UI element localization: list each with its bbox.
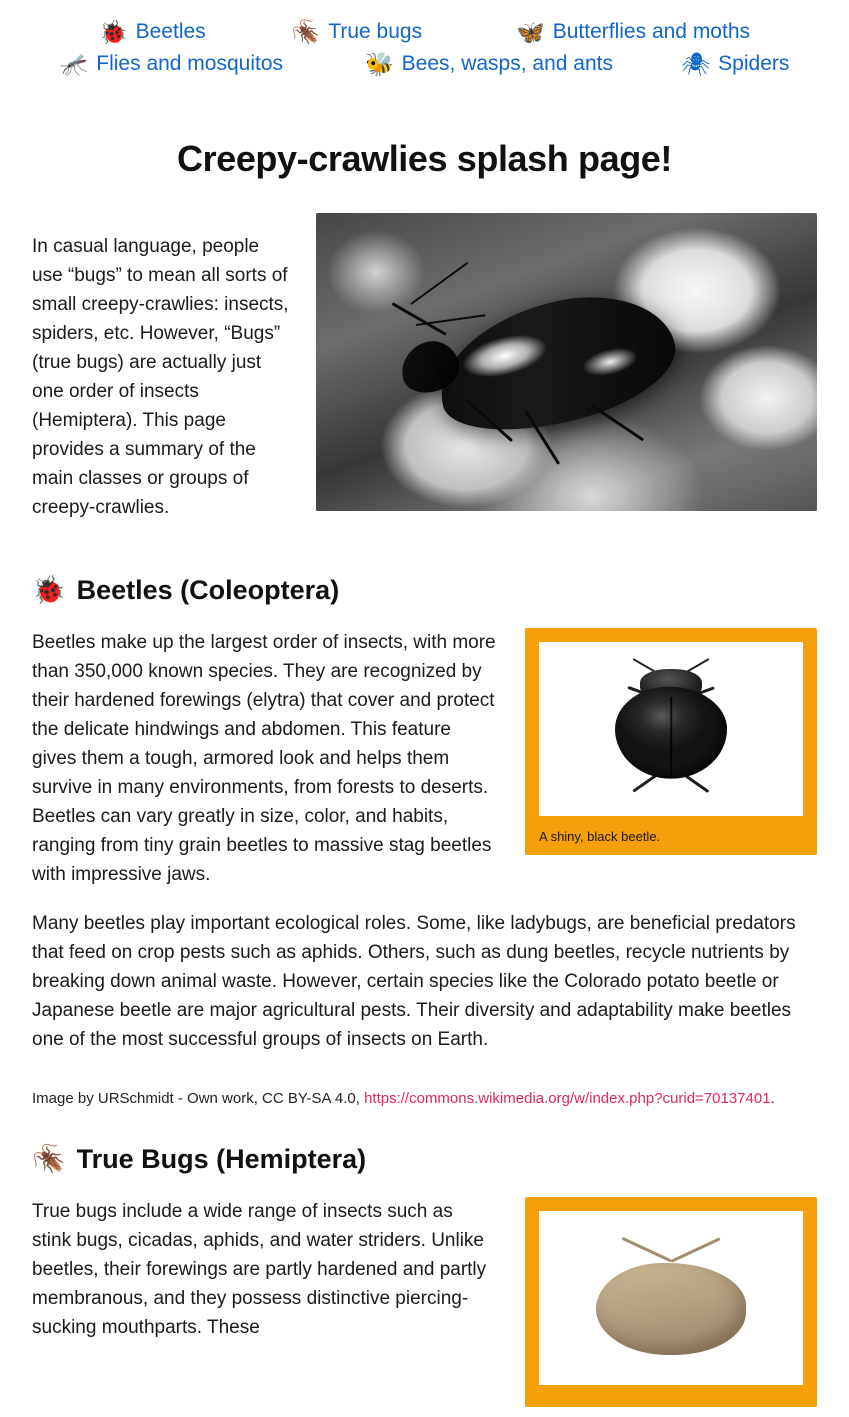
image-credit-beetles bbox=[32, 1088, 817, 1110]
hero-beetle-photo bbox=[316, 213, 817, 511]
nav-link-label: Flies and mosquitos bbox=[96, 52, 284, 75]
intro-paragraph: In casual language, people use “bugs” to mean all sorts of small creepy-crawlies: insects, spiders, etc. However, “Bugs” (true bugs) are actually just one order of insects (Hemiptera). This page provides a summary of the main classes or groups of creepy-crawlies. bbox=[32, 236, 289, 519]
page-title: Creepy-crawlies splash page! bbox=[176, 138, 672, 179]
top-navigation bbox=[32, 0, 817, 90]
credit-link[interactable]: https://commons.wikimedia.org/w/index.php?curid=70137401 bbox=[364, 1090, 771, 1108]
figure-black-beetle bbox=[525, 628, 817, 855]
section-heading-label: Beetles (Coleoptera) bbox=[76, 575, 340, 606]
true-bug-emoji: 🪳 bbox=[32, 1144, 66, 1175]
beetle-elytra-seam bbox=[670, 697, 672, 777]
section-heading-beetles bbox=[32, 575, 817, 606]
nav-link-spiders[interactable] bbox=[681, 52, 789, 76]
figure-image bbox=[539, 1211, 803, 1385]
intro-block bbox=[32, 213, 817, 541]
section-heading-true-bugs bbox=[32, 1144, 817, 1175]
section-body-true-bugs bbox=[32, 1197, 817, 1417]
mosquito-emoji: 🦟 bbox=[59, 50, 89, 77]
bee-emoji: 🐝 bbox=[365, 50, 394, 77]
nav-link-label: Bees, wasps, and ants bbox=[401, 52, 613, 75]
butterfly-emoji: 🦋 bbox=[516, 18, 545, 45]
stink-bug-shield bbox=[623, 1256, 719, 1306]
figure-image bbox=[539, 642, 803, 816]
nav-link-label: Butterflies and moths bbox=[552, 20, 750, 43]
nav-link-label: Spiders bbox=[718, 52, 790, 75]
nav-link-flies-and-mosquitos[interactable] bbox=[60, 52, 283, 76]
section-body-beetles bbox=[32, 628, 817, 1074]
nav-row-1 bbox=[32, 20, 817, 44]
true-bug-emoji: 🪳 bbox=[291, 18, 321, 45]
section-heading-label: True Bugs (Hemiptera) bbox=[76, 1144, 367, 1175]
nav-link-label: True bugs bbox=[328, 20, 423, 43]
beetle-emoji: 🐞 bbox=[32, 575, 66, 606]
beetles-paragraph-2: Many beetles play important ecological roles. Some, like ladybugs, are beneficial predators that feed on crop pests such as aphids. Others, such as dung beetles, recycle nutrients by breaking down animal waste. However, certain species like the Colorado potato beetle or Japanese beetle are major agricultural pests. Their diversity and adaptability make beetles one of the most successful groups of insects on Earth. bbox=[32, 913, 796, 1051]
true-bugs-paragraph-1: True bugs include a wide range of insects such as stink bugs, cicadas, aphids, and water striders. Unlike beetles, their forewings are partly hardened and partly membranous, and they possess distinctive piercing-sucking mouthparts. These bbox=[32, 1201, 487, 1339]
beetles-paragraph-1: Beetles make up the largest order of insects, with more than 350,000 known species. They are recognized by their hardened forewings (elytra) that cover and protect the delicate hindwings and abdomen. This feature gives them a tough, armored look and helps them survive in many environments, from forests to deserts. Beetles can vary greatly in size, color, and habits, ranging from tiny grain beetles to massive stag beetles with impressive jaws. bbox=[32, 632, 496, 886]
nav-link-true-bugs[interactable] bbox=[292, 20, 422, 44]
nav-link-beetles[interactable] bbox=[99, 20, 206, 44]
nav-link-label: Beetles bbox=[135, 20, 206, 43]
beetle-emoji: 🐞 bbox=[98, 18, 128, 45]
nav-link-bees-wasps-and-ants[interactable] bbox=[365, 52, 613, 76]
nav-row-2 bbox=[32, 52, 817, 76]
figure-stink-bug bbox=[525, 1197, 817, 1407]
nav-link-butterflies-and-moths[interactable] bbox=[516, 20, 750, 44]
credit-text: Image by URSchmidt - Own work, CC BY-SA 4.0, bbox=[32, 1090, 365, 1108]
credit-suffix: . bbox=[770, 1090, 775, 1108]
figure-caption: A shiny, black beetle. bbox=[539, 829, 661, 845]
spider-emoji: 🕷 bbox=[680, 50, 711, 77]
